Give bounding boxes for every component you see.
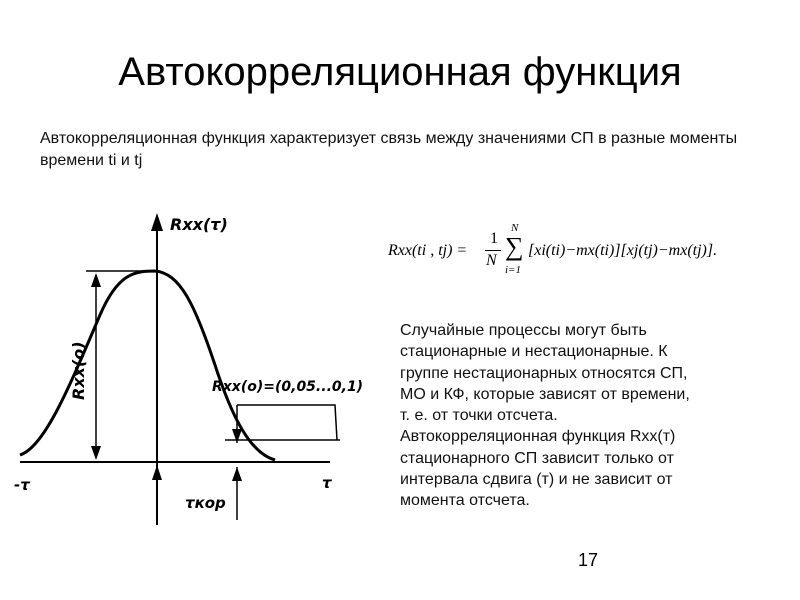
formula-sum-upper: N — [511, 222, 519, 234]
threshold-leader — [237, 405, 337, 440]
formula-sum-lower: i=1 — [505, 264, 521, 276]
formula-sum-sign: ∑ — [505, 232, 524, 261]
y-axis-arrow — [151, 213, 163, 231]
peak-label: Rxx(o) — [69, 341, 88, 400]
page-number: 17 — [578, 550, 599, 570]
body-line: Случайные процессы могут быть — [400, 322, 647, 339]
body-line: т. е. от точки отсчета. — [400, 407, 558, 425]
body-line: стационарные и нестационарные. К — [400, 343, 668, 361]
tau-kor-arrow — [232, 467, 242, 481]
autocorrelation-formula — [388, 222, 793, 282]
body-line: момента отсчета. — [400, 492, 530, 510]
threshold-arrow — [232, 429, 242, 443]
tau-label: τ — [322, 474, 332, 492]
y-axis-label: Rxx(τ) — [170, 215, 228, 234]
body-line: стационарного СП зависит только от — [400, 449, 674, 467]
threshold-label: Rxx(o)=(0,05...0,1) — [212, 379, 364, 395]
body-line: интервала сдвига (т) и не зависит от — [400, 471, 673, 489]
autocorrelation-graph — [0, 195, 380, 535]
tau-kor-label: τкор — [185, 494, 226, 512]
slide-title: Автокорреляционная функция — [118, 50, 682, 94]
formula-frac-den: N — [486, 252, 497, 269]
intro-text: Автокорреляционная функция характеризует связь между значениями СП в разные моменты времени ti и tj — [40, 130, 738, 169]
formula-frac-bar — [485, 250, 501, 251]
body-line: группе нестационарных относятся СП, — [400, 364, 688, 382]
body-line: Автокорреляционная функция Rxx(т) — [400, 428, 676, 446]
peak-measure-arrow-bottom — [91, 446, 101, 460]
neg-tau-label: -τ — [14, 476, 30, 494]
body-line: МО и КФ, которые зависят от времени, — [400, 385, 690, 403]
formula-lhs: Rxx(ti , tj) = — [388, 242, 468, 259]
peak-measure-arrow-top — [91, 273, 101, 287]
body-text — [400, 320, 780, 512]
formula-body: [xi(ti)−mx(ti)][xj(tj)−mx(tj)]. — [528, 242, 718, 259]
formula-frac-num: 1 — [490, 230, 498, 247]
tau-kor-origin-arrow — [152, 465, 162, 480]
